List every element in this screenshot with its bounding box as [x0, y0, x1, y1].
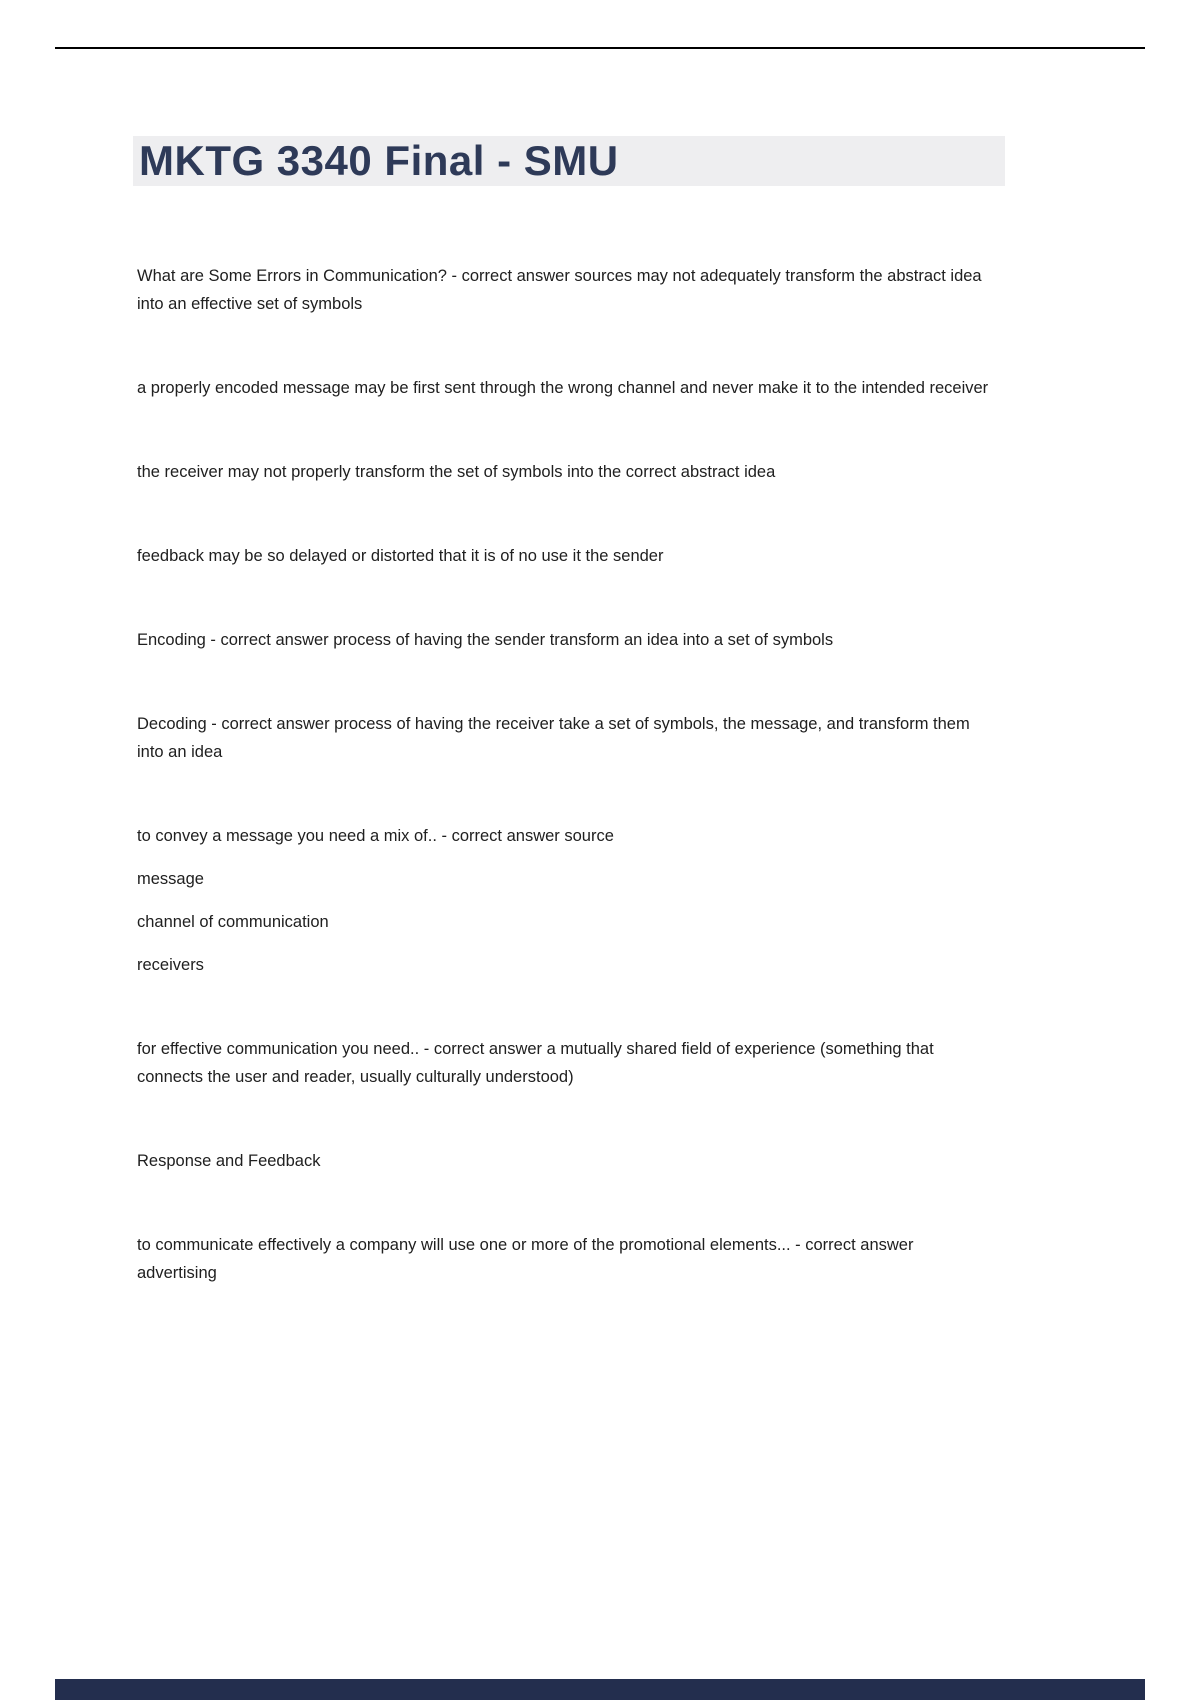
document-body: [137, 262, 992, 1343]
list-item: channel of communication: [137, 913, 329, 931]
title-block: [133, 136, 1005, 186]
paragraph: for effective communication you need.. - correct answer a mutually shared field of experience (something that connects the user and reader, usually culturally understood): [137, 1040, 934, 1086]
paragraph: to communicate effectively a company will use one or more of the promotional elements... - correct answer advertising: [137, 1236, 914, 1282]
page-title: MKTG 3340 Final - SMU: [139, 137, 619, 184]
list-item: message: [137, 870, 204, 888]
paragraph: a properly encoded message may be first sent through the wrong channel and never make it to the intended receiver: [137, 379, 989, 397]
paragraph: Response and Feedback: [137, 1152, 321, 1170]
paragraph: Decoding - correct answer process of having the receiver take a set of symbols, the message, and transform them into an idea: [137, 715, 970, 761]
paragraph: to convey a message you need a mix of.. - correct answer source: [137, 827, 614, 845]
paragraph: feedback may be so delayed or distorted that it is of no use it the sender: [137, 547, 664, 565]
paragraph: What are Some Errors in Communication? - correct answer sources may not adequately transform the abstract idea into an effective set of symbols: [137, 267, 982, 313]
paragraph: the receiver may not properly transform the set of symbols into the correct abstract idea: [137, 463, 776, 481]
bottom-bar: [55, 1679, 1145, 1700]
paragraph: Encoding - correct answer process of having the sender transform an idea into a set of symbols: [137, 631, 834, 649]
top-rule: [55, 47, 1145, 49]
list-item: receivers: [137, 956, 204, 974]
